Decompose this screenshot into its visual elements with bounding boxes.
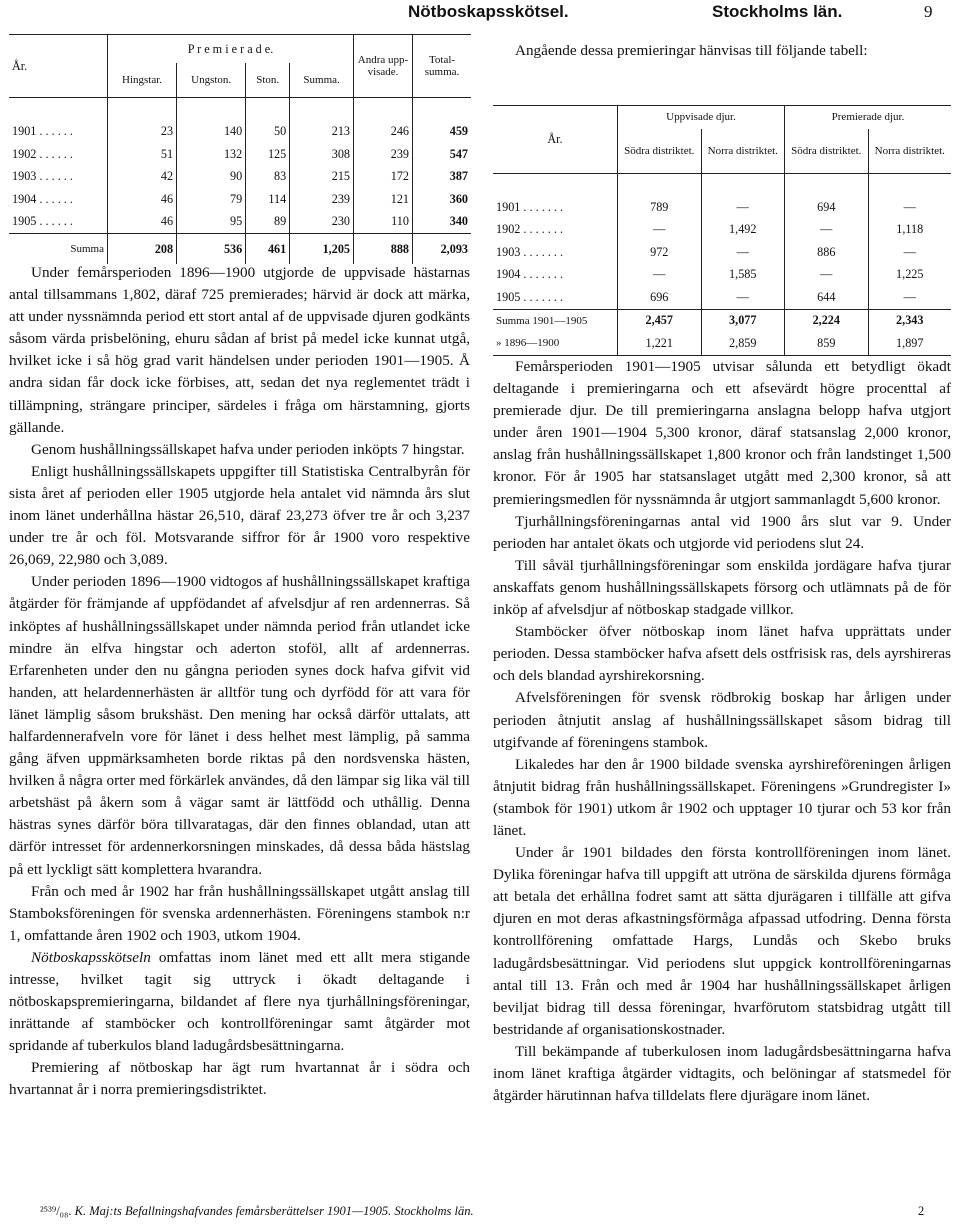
sum-row: Summa 208 536 461 1,205 888 2,093	[9, 234, 471, 265]
paragraph: Under femårsperioden 1896—1900 utgjorde de uppvisade hästarnas antal tillsammans 1,802, däraf 725 premierades; härvid är dock att märka, att under nyssnämnda period ett stort antal af de uppvisade djuren godkänts såsom värda prisbelöning, ehuru sådan af brist på medel icke kunnat utgå, hvilket icke i så hög grad varit händelsen under perioden 1901—1905. Å andra sidan får dock icke förbises, att, sedan det nya reglementet trädt i tillämpning, strängare principer, särdeles i fråga om härstamning, gjorts gällande.	[9, 264, 470, 436]
footer-sheet-number: 2	[918, 1204, 925, 1218]
table-row: 1901 . . . . . . 23 140 50 213 246 459	[9, 121, 471, 144]
col-summa-header: Summa.	[290, 63, 354, 98]
col-ston-header: Ston.	[246, 63, 290, 98]
table-row: 1905 . . . . . . 46 95 89 230 110 340	[9, 211, 471, 234]
table-row: 1904 . . . . . . 46 79 114 239 121 360	[9, 188, 471, 211]
paragraph: Till bekämpande af tuberkulosen inom ladugårdsbesättningarna hafva inom länet kraftiga åtgärder vidtagits, och belöningar af statsmedel för åtgärder härutinnan hafva tilldelats flere djurägare inom länet.	[493, 1042, 951, 1105]
col-year-header: År.	[9, 35, 108, 98]
left-column-text	[9, 262, 470, 1102]
col-ungston-header: Ungston.	[177, 63, 246, 98]
col-premierade-norra: Norra distriktet.	[868, 129, 951, 174]
col-premierade-header: Premierade djur.	[785, 106, 951, 129]
paragraph: Under år 1901 bildades den första kontrollföreningen inom länet. Dylika föreningar hafva till uppgift att utröna de särskilda djurens förmåga att betala det erhållna fodret samt att sätta djurägaren i tillfälle att gifva djuren en mot deras afkastningsförmåga afpassad utfodring. Denna första kontrollförening omfattade Hargs, Lundås och Skebo bruks ladugårdsbesättningar. Vid periodens slut uppgick kontrollföreningarnas antal till 13. Från och med år 1904 har hushållningssällskapet årligen beviljat bidrag till dessa föreningar, hvarförutom statsbidrag utgått till bestridande af organisationskostnader.	[493, 844, 951, 1038]
table-row: 1902 . . . . . . 51 132 125 308 239 547	[9, 143, 471, 166]
paragraph: Genom hushållningssällskapet hafva under perioden inköpts 7 hingstar.	[31, 440, 465, 458]
col-premierade-header: P r e m i e r a d e.	[108, 35, 354, 64]
table-row: 1905 . . . . . . . 696 — 644 —	[493, 286, 951, 309]
page-footer	[40, 1204, 474, 1219]
table-row: 1901 . . . . . . . 789 — 694 —	[493, 196, 951, 219]
table-row: 1902 . . . . . . . — 1,492 — 1,118	[493, 219, 951, 242]
page-number: 9	[924, 2, 933, 21]
paragraph: Likaledes har den år 1900 bildade svenska ayrshireföreningen årligen åtnjutit bidrag från hushållningssällskapet. Föreningens »Grundregister I» (stambok för 1901) utkom år 1902 och upptager 10 tjurar och 53 kor från länet.	[493, 755, 951, 839]
footer-ref: ²⁵³⁹/₀₈.	[40, 1204, 72, 1218]
paragraph: Från och med år 1902 har från hushållningssällskapet utgått anslag till Stamboksföreningen för svenska ardennerhästen. Föreningens stambok n:r 1, omfattande åren 1902 och 1903, utkom 1904.	[9, 882, 470, 944]
col-uppvisade-norra: Norra distriktet.	[701, 129, 785, 174]
col-total-header: Total-summa.	[413, 35, 472, 98]
paragraph: Femårsperioden 1901—1905 utvisar sålunda ett betydligt ökadt deltagande i premieringarna och ett afsevärdt högre procenttal af premierade djur. De till premieringarna anslagna belopp hafva utgjort under åren 1901—1904 5,300 kronor, däraf statsanslag 2,000 kronor, anslag från hushållningssällskapet 1,800 kronor och från landstinget 1,500 kronor. För år 1905 har statsanslaget utgått med 2,300 kronor, så att premieringsmedlen för nyssnämnda år utgjort sammanlagdt 5,600 kronor.	[493, 358, 951, 508]
horse-premiering-table	[9, 34, 471, 264]
right-column-text	[493, 356, 951, 1107]
table-row: 1904 . . . . . . . — 1,585 — 1,225	[493, 264, 951, 287]
paragraph: Under perioden 1896—1900 vidtogos af hushållningssällskapet kraftiga åtgärder för främjande af uppfödandet af afvelsdjur af ren ardennerras. Så inköptes af hushållningssällskapet under nämnda period från utlandet icke mindre än elfva hingstar och aderton stoföl, allt af ardennerras. Erfarenheten under den nu gångna perioden synes dock hafva gifvit vid handen, att helardennerhästen är alltför tung och dyrfödd för att vara för länet lämplig såsom brukshäst. Den mening har också därför uttalats, att halfardennerafveln vore för länet i dess helhet mest lämplig, på samma gång äfven uppmärksamheten borde riktas på den nordsvenska hästen, hvilken å några orter med förkärlek användes, då den lämpar sig lika väl till arbetshäst på åkern som å vägar samt är lättfödd och uthållig. Denna hästras synes därför böra tillvaratagas, där den finnes oblandad, utan att därför intresset för ardennerkorsningen minskades, då dessa båda hästslag på ett lyckligt sätt komplettera hvarandra.	[9, 573, 470, 878]
table-intro: Angående dessa premieringar hänvisas till följande tabell:	[515, 42, 868, 59]
paragraph: Enligt hushållningssällskapets uppgifter till Statistiska Centralbyrån för sista året af perioden eller 1905 utgjorde hela antalet vid nämnda års slut inom länet underhållna hästar 26,510, däraf 23,273 öfver tre år och 3,237 under tre år och föl. Motsvarande siffror för år 1900 voro respektive 26,069, 22,980 och 3,089.	[9, 462, 470, 569]
sum-row: » 1896—1900 1,221 2,859 859 1,897	[493, 332, 951, 355]
running-county: Stockholms län.	[712, 2, 843, 21]
paragraph: Premiering af nötboskap har ägt rum hvartannat år i södra och hvartannat år i norra premieringsdistriktet.	[9, 1059, 470, 1099]
section-heading: Nötboskapsskötseln	[31, 948, 151, 966]
col-premierade-sodra: Södra distriktet.	[785, 129, 869, 174]
table-row: 1903 . . . . . . . 972 — 886 —	[493, 241, 951, 264]
paragraph: Tjurhållningsföreningarnas antal vid 1900 års slut var 9. Under perioden har antalet ökats och utgjorde vid periodens slut 24.	[493, 512, 951, 552]
col-andra-header: Andra upp-visade.	[354, 35, 413, 98]
paragraph: Nötboskapsskötseln omfattas inom länet med ett allt mera stigande intresse, hvilket tagit sig uttryck i ökadt deltagande i nötboskapspremieringarna, bildandet af flere nya tjurhållningsföreningar, inrättande af stamböcker och kontrollföreningar samt åtgärder mot spridande af tuberkulos bland ladugårdsbesättningarna.	[9, 948, 470, 1055]
paragraph: Till såväl tjurhållningsföreningar som enskilda jordägare hafva tjurar anskaffats genom hushållningssällskapets försorg och utlämnats på de för inköp af afvelsdjur af nötboskap stadgade villkor.	[493, 556, 951, 619]
col-uppvisade-header: Uppvisade djur.	[618, 106, 785, 129]
running-title: Nötboskapsskötsel.	[408, 2, 569, 21]
col-year-header: År.	[493, 106, 618, 174]
cattle-premiering-table	[493, 105, 951, 356]
col-uppvisade-sodra: Södra distriktet.	[618, 129, 702, 174]
table-row: 1903 . . . . . . 42 90 83 215 172 387	[9, 166, 471, 189]
footer-citation: K. Maj:ts Befallningshafvandes femårsberättelser 1901—1905. Stockholms län.	[74, 1204, 474, 1218]
paragraph: Stamböcker öfver nötboskap inom länet hafva upprättats under perioden. Dessa stamböcker hafva afsett dels ostfrisisk ras, dels ayrshireras och dels blandad ayrshirekorsning.	[493, 623, 951, 685]
col-hingstar-header: Hingstar.	[108, 63, 177, 98]
paragraph: Afvelsföreningen för svensk rödbrokig boskap har årligen under perioden åtnjutit anslag af hushållningssällskapet såsom bidrag till utgifvande af föreningens stambok.	[493, 689, 951, 751]
sum-row: Summa 1901—1905 2,457 3,077 2,224 2,343	[493, 309, 951, 332]
page-header	[0, 2, 960, 26]
